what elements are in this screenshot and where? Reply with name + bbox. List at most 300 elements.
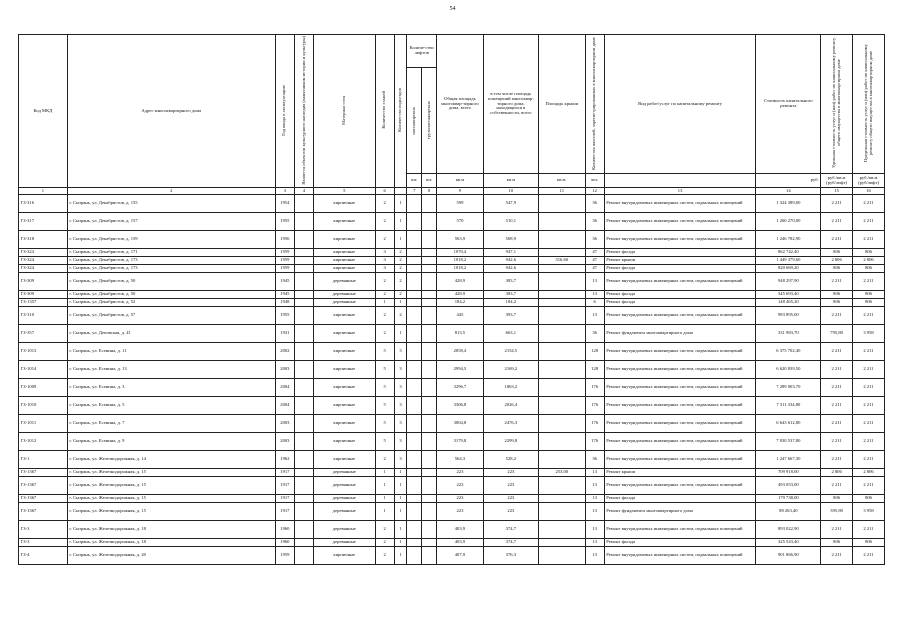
row-year: 2003	[275, 361, 294, 379]
row-work-type: Ремонт фундамента многоквартирного дома	[604, 325, 756, 343]
row-owned-area: 184,2	[483, 299, 538, 307]
row-address: г. Сызрань, ул. Деповская, д. 41	[67, 325, 275, 343]
row-code: ГЗ-3	[19, 521, 68, 539]
row-owned-area: 510,1	[483, 213, 538, 231]
row-code: ГЗ-3	[19, 539, 68, 547]
row-lifts-passenger	[407, 539, 422, 547]
row-roof-area	[538, 307, 585, 325]
row-entrances: 3	[394, 451, 407, 469]
row-max-cost: 2 211	[853, 415, 885, 433]
row-floors: 3	[375, 257, 394, 265]
row-floors: 5	[375, 343, 394, 361]
row-year: 1948	[275, 299, 294, 307]
header-walls: Материал стен	[314, 35, 376, 188]
column-number: 12	[585, 188, 604, 195]
row-address: г. Сызрань, ул. Есенина, д. 9	[67, 433, 275, 451]
row-work-type: Ремонт внутридомовых инженерных систем, подвальных помещений	[604, 307, 756, 325]
column-number: 1	[19, 188, 68, 195]
row-roof-area	[538, 547, 585, 565]
header-roof-area: Площадь крыши	[538, 35, 585, 174]
unit-max-cost: руб./кв.м (руб/лифт)	[853, 174, 885, 188]
row-entrances: 2	[394, 265, 407, 273]
row-floors: 2	[375, 273, 394, 291]
row-owned-area: 2154,5	[483, 343, 538, 361]
row-entrances: 1	[394, 231, 407, 249]
row-roof-area	[538, 213, 585, 231]
row-residents: 176	[585, 433, 604, 451]
row-code: ГЗ-1010	[19, 397, 68, 415]
row-entrances: 2	[394, 249, 407, 257]
row-address: г. Сызрань, ул. Декабристов, д. 155	[67, 195, 275, 213]
row-heritage	[294, 231, 313, 249]
row-lifts-cargo	[422, 257, 437, 265]
row-lifts-cargo	[422, 291, 437, 299]
header-code: Код МКД	[19, 35, 68, 188]
row-unit-cost: 795,80	[821, 325, 853, 343]
row-lifts-passenger	[407, 299, 422, 307]
row-year: 1959	[275, 547, 294, 565]
row-walls: кирпичные	[314, 325, 376, 343]
row-owned-area: 374,7	[483, 521, 538, 539]
row-total-area: 813,5	[437, 325, 484, 343]
row-walls: деревянные	[314, 495, 376, 503]
row-lifts-passenger	[407, 547, 422, 565]
row-year: 1945	[275, 273, 294, 291]
row-heritage	[294, 213, 313, 231]
row-residents: 13	[585, 539, 604, 547]
row-residents: 176	[585, 379, 604, 397]
row-walls: деревянные	[314, 299, 376, 307]
unit-work-type	[604, 174, 756, 188]
row-walls: кирпичные	[314, 397, 376, 415]
row-owned-area: 2299,8	[483, 433, 538, 451]
row-max-cost: 2 211	[853, 521, 885, 539]
table-row	[19, 415, 885, 433]
row-cost: 1 246 782,90	[756, 231, 821, 249]
row-cost: 893 022,90	[756, 521, 821, 539]
table-row	[19, 539, 885, 547]
row-entrances: 1	[394, 469, 407, 477]
row-roof-area	[538, 195, 585, 213]
row-entrances: 1	[394, 495, 407, 503]
row-cost: 1 260 270,00	[756, 213, 821, 231]
row-roof-area	[538, 539, 585, 547]
column-number: 16	[853, 188, 885, 195]
row-residents: 176	[585, 397, 604, 415]
row-max-cost: 2 806	[853, 469, 885, 477]
row-owned-area: 2169,2	[483, 361, 538, 379]
row-owned-area: 376,3	[483, 547, 538, 565]
row-year: 1962	[275, 451, 294, 469]
row-total-area: 570	[437, 213, 484, 231]
row-lifts-cargo	[422, 521, 437, 539]
row-total-area: 2858,4	[437, 343, 484, 361]
row-cost: 179 738,00	[756, 495, 821, 503]
header-entrances: Количество подъездов	[394, 35, 407, 188]
row-residents: 13	[585, 307, 604, 325]
row-lifts-cargo	[422, 273, 437, 291]
row-unit-cost: 395,80	[821, 503, 853, 521]
column-number: 8	[422, 188, 437, 195]
row-heritage	[294, 539, 313, 547]
unit-total-area: кв.м	[437, 174, 484, 188]
row-unit-cost: 2 211	[821, 521, 853, 539]
row-lifts-cargo	[422, 415, 437, 433]
row-year: 2004	[275, 397, 294, 415]
row-floors: 5	[375, 415, 394, 433]
row-unit-cost: 2 211	[821, 343, 853, 361]
row-owned-area: 383,7	[483, 273, 538, 291]
row-roof-area	[538, 495, 585, 503]
header-row	[19, 35, 885, 174]
row-walls: деревянные	[314, 273, 376, 291]
row-floors: 3	[375, 249, 394, 257]
row-walls: кирпичные	[314, 451, 376, 469]
row-entrances: 1	[394, 547, 407, 565]
row-max-cost: 2 211	[853, 195, 885, 213]
row-address: г. Сызрань, ул. Железнодорожная, д. 15	[67, 495, 275, 503]
row-total-area: 223	[437, 503, 484, 521]
row-lifts-cargo	[422, 343, 437, 361]
row-roof-area: 516,60	[538, 257, 585, 265]
row-year: 2003	[275, 433, 294, 451]
row-lifts-passenger	[407, 213, 422, 231]
row-year: 1959	[275, 257, 294, 265]
row-walls: кирпичные	[314, 231, 376, 249]
row-residents: 13	[585, 291, 604, 299]
row-total-area: 223	[437, 495, 484, 503]
row-lifts-cargo	[422, 495, 437, 503]
row-address: г. Сызрань, ул. Декабристов, д. 57	[67, 307, 275, 325]
row-total-area: 407,9	[437, 547, 484, 565]
capital-repair-table	[18, 34, 885, 565]
row-owned-area: 374,7	[483, 539, 538, 547]
row-residents: 13	[585, 547, 604, 565]
row-year: 1945	[275, 291, 294, 299]
table-row	[19, 299, 885, 307]
row-lifts-passenger	[407, 249, 422, 257]
unit-residents: чел.	[585, 174, 604, 188]
row-code: ГЗ-309	[19, 273, 68, 291]
row-walls: кирпичные	[314, 213, 376, 231]
table-row	[19, 433, 885, 451]
row-entrances: 2	[394, 307, 407, 325]
row-owned-area: 393,7	[483, 307, 538, 325]
row-code: ГЗ-1367	[19, 469, 68, 477]
row-address: г. Сызрань, ул. Декабристов, д. 171	[67, 249, 275, 257]
row-code: ГЗ-357	[19, 325, 68, 343]
row-owned-area: 547,9	[483, 195, 538, 213]
table-row	[19, 195, 885, 213]
row-unit-cost: 2 211	[821, 195, 853, 213]
row-owned-area: 942,6	[483, 265, 538, 273]
row-code: ГЗ-324	[19, 257, 68, 265]
row-work-type: Ремонт внутридомовых инженерных систем, подвальных помещений	[604, 521, 756, 539]
row-heritage	[294, 397, 313, 415]
row-heritage	[294, 265, 313, 273]
row-max-cost: 2 211	[853, 213, 885, 231]
row-unit-cost: 2 211	[821, 379, 853, 397]
header-max-cost: Предельная стоимость услуг и (или) работ по капитальному ремонту общего имущества в многоквартирном доме	[853, 35, 885, 174]
row-entrances: 1	[394, 503, 407, 521]
row-total-area: 563,9	[437, 231, 484, 249]
row-cost: 6 643 612,80	[756, 415, 821, 433]
row-roof-area	[538, 291, 585, 299]
row-walls: кирпичные	[314, 265, 376, 273]
row-max-cost: 806	[853, 249, 885, 257]
row-work-type: Ремонт внутридомовых инженерных систем, подвальных помещений	[604, 451, 756, 469]
table-row	[19, 477, 885, 495]
row-residents: 36	[585, 231, 604, 249]
row-address: г. Сызрань, ул. Декабристов, д. 52	[67, 299, 275, 307]
row-cost: 7 289 003,70	[756, 379, 821, 397]
row-address: г. Сызрань, ул. Железнодорожная, д. 18	[67, 539, 275, 547]
row-work-type: Ремонт внутридомовых инженерных систем, подвальных помещений	[604, 361, 756, 379]
table-row	[19, 495, 885, 503]
row-entrances: 1	[394, 299, 407, 307]
row-cost: 493 053,00	[756, 477, 821, 495]
table-row	[19, 379, 885, 397]
row-lifts-cargo	[422, 213, 437, 231]
row-heritage	[294, 195, 313, 213]
row-total-area: 599	[437, 195, 484, 213]
row-roof-area	[538, 415, 585, 433]
row-roof-area	[538, 397, 585, 415]
row-lifts-passenger	[407, 257, 422, 265]
row-max-cost: 2 211	[853, 433, 885, 451]
row-roof-area	[538, 521, 585, 539]
row-walls: деревянные	[314, 503, 376, 521]
row-max-cost: 806	[853, 291, 885, 299]
row-entrances: 3	[394, 397, 407, 415]
row-lifts-passenger	[407, 195, 422, 213]
row-address: г. Сызрань, ул. Декабристов, д. 50	[67, 291, 275, 299]
table-row	[19, 469, 885, 477]
row-max-cost: 2 806	[853, 257, 885, 265]
row-lifts-passenger	[407, 307, 422, 325]
header-cost: Стоимость капитального ремонта	[756, 35, 821, 174]
row-address: г. Сызрань, ул. Декабристов, д. 50	[67, 273, 275, 291]
row-code: ГЗ-1	[19, 451, 68, 469]
row-max-cost: 3 958	[853, 503, 885, 521]
row-walls: кирпичные	[314, 307, 376, 325]
row-total-area: 403,9	[437, 521, 484, 539]
row-work-type: Ремонт внутридомовых инженерных систем, подвальных помещений	[604, 213, 756, 231]
header-total-area: Общая площадь многоквар-тирного дома, всего	[437, 35, 484, 174]
row-max-cost: 2 211	[853, 307, 885, 325]
row-cost: 820 669,20	[756, 265, 821, 273]
unit-lifts-cargo: шт.	[422, 174, 437, 188]
row-residents: 47	[585, 265, 604, 273]
row-year: 1959	[275, 265, 294, 273]
table-row	[19, 397, 885, 415]
table-row	[19, 451, 885, 469]
row-max-cost: 2 211	[853, 547, 885, 565]
row-total-area: 1018,2	[437, 265, 484, 273]
header-lifts: Количе-ство лифтов	[407, 35, 436, 68]
row-floors: 1	[375, 495, 394, 503]
row-work-type: Ремонт внутридомовых инженерных систем, подвальных помещений	[604, 343, 756, 361]
row-address: г. Сызрань, ул. Железнодорожная, д. 15	[67, 477, 275, 495]
row-residents: 13	[585, 273, 604, 291]
row-owned-area: 508,9	[483, 231, 538, 249]
row-lifts-cargo	[422, 307, 437, 325]
row-roof-area	[538, 477, 585, 495]
row-max-cost: 806	[853, 265, 885, 273]
table-row	[19, 291, 885, 299]
row-code: ГЗ-318	[19, 231, 68, 249]
row-lifts-cargo	[422, 231, 437, 249]
column-number: 13	[604, 188, 756, 195]
row-lifts-passenger	[407, 379, 422, 397]
row-address: г. Сызрань, ул. Есенина, д. 11	[67, 343, 275, 361]
row-floors: 1	[375, 299, 394, 307]
table-row	[19, 213, 885, 231]
row-total-area: 564,3	[437, 451, 484, 469]
row-walls: кирпичные	[314, 257, 376, 265]
row-floors: 5	[375, 397, 394, 415]
row-year: 1931	[275, 325, 294, 343]
row-max-cost: 2 211	[853, 273, 885, 291]
row-code: ГЗ-324	[19, 265, 68, 273]
row-address: г. Сызрань, ул. Железнодорожная, д. 15	[67, 503, 275, 521]
row-roof-area	[538, 433, 585, 451]
column-number: 5	[314, 188, 376, 195]
table-row	[19, 265, 885, 273]
row-work-type: Ремонт крыши	[604, 257, 756, 265]
row-walls: деревянные	[314, 469, 376, 477]
unit-unit-cost: руб./кв.м (руб/лифт)	[821, 174, 853, 188]
row-cost: 709 918,00	[756, 469, 821, 477]
row-max-cost: 2 211	[853, 379, 885, 397]
row-cost: 345 693,40	[756, 291, 821, 299]
row-cost: 88 263,40	[756, 503, 821, 521]
table-row	[19, 273, 885, 291]
row-work-type: Ремонт фасада	[604, 249, 756, 257]
row-code: ГЗ-1012	[19, 433, 68, 451]
row-year: 1917	[275, 495, 294, 503]
row-heritage	[294, 257, 313, 265]
column-number: 7	[407, 188, 422, 195]
row-cost: 1 247 667,30	[756, 451, 821, 469]
row-address: г. Сызрань, ул. Железнодорожная, д. 14	[67, 451, 275, 469]
row-unit-cost: 2 211	[821, 433, 853, 451]
column-number: 9	[437, 188, 484, 195]
row-residents: 128	[585, 343, 604, 361]
row-lifts-passenger	[407, 325, 422, 343]
row-residents: 47	[585, 257, 604, 265]
row-walls: деревянные	[314, 291, 376, 299]
row-heritage	[294, 273, 313, 291]
row-heritage	[294, 249, 313, 257]
row-work-type: Ремонт фасада	[604, 539, 756, 547]
row-walls: деревянные	[314, 521, 376, 539]
row-max-cost: 3 958	[853, 325, 885, 343]
row-owned-area: 2026,4	[483, 397, 538, 415]
row-code: ГЗ-1367	[19, 495, 68, 503]
row-residents: 36	[585, 451, 604, 469]
row-heritage	[294, 361, 313, 379]
row-lifts-cargo	[422, 325, 437, 343]
row-unit-cost: 2 211	[821, 361, 853, 379]
row-code: ГЗ-310	[19, 307, 68, 325]
row-roof-area	[538, 451, 585, 469]
row-floors: 3	[375, 265, 394, 273]
row-walls: кирпичные	[314, 379, 376, 397]
row-lifts-passenger	[407, 495, 422, 503]
row-roof-area	[538, 273, 585, 291]
column-number: 3	[275, 188, 294, 195]
row-code: ГЗ-1367	[19, 503, 68, 521]
column-number: 11	[538, 188, 585, 195]
row-floors: 2	[375, 521, 394, 539]
row-residents: 36	[585, 325, 604, 343]
row-cost: 901 866,90	[756, 547, 821, 565]
row-entrances: 1	[394, 195, 407, 213]
row-unit-cost: 2 211	[821, 213, 853, 231]
row-lifts-passenger	[407, 469, 422, 477]
column-number: 14	[756, 188, 821, 195]
row-residents: 13	[585, 503, 604, 521]
row-lifts-cargo	[422, 503, 437, 521]
row-lifts-passenger	[407, 273, 422, 291]
row-heritage	[294, 307, 313, 325]
row-unit-cost: 2 211	[821, 547, 853, 565]
row-max-cost: 2 211	[853, 343, 885, 361]
row-lifts-cargo	[422, 265, 437, 273]
row-entrances: 2	[394, 291, 407, 299]
row-work-type: Ремонт фасада	[604, 291, 756, 299]
row-heritage	[294, 503, 313, 521]
row-floors: 1	[375, 477, 394, 495]
row-cost: 1 324 389,00	[756, 195, 821, 213]
table-row	[19, 231, 885, 249]
row-code: ГЗ-316	[19, 195, 68, 213]
unit-lifts-passenger: шт.	[407, 174, 422, 188]
row-cost: 325 543,40	[756, 539, 821, 547]
row-heritage	[294, 469, 313, 477]
row-residents: 13	[585, 477, 604, 495]
header-heritage: Является объектом культурного наследия (памятником истории и культуры)	[294, 35, 313, 188]
row-heritage	[294, 379, 313, 397]
row-entrances: 3	[394, 433, 407, 451]
row-work-type: Ремонт внутридомовых инженерных систем, подвальных помещений	[604, 231, 756, 249]
row-max-cost: 2 211	[853, 451, 885, 469]
row-lifts-cargo	[422, 249, 437, 257]
row-residents: 6	[585, 299, 604, 307]
row-address: г. Сызрань, ул. Декабристов, д. 159	[67, 231, 275, 249]
row-lifts-passenger	[407, 433, 422, 451]
row-residents: 13	[585, 495, 604, 503]
table-row	[19, 503, 885, 521]
table-row	[19, 361, 885, 379]
row-address: г. Сызрань, ул. Железнодорожная, д. 20	[67, 547, 275, 565]
row-work-type: Ремонт внутридомовых инженерных систем, подвальных помещений	[604, 397, 756, 415]
row-address: г. Сызрань, ул. Есенина, д. 7	[67, 415, 275, 433]
row-year: 2002	[275, 343, 294, 361]
row-lifts-cargo	[422, 397, 437, 415]
row-heritage	[294, 415, 313, 433]
row-unit-cost: 806	[821, 291, 853, 299]
row-residents: 13	[585, 521, 604, 539]
row-code: ГЗ-1367	[19, 477, 68, 495]
row-floors: 5	[375, 361, 394, 379]
table-row	[19, 249, 885, 257]
row-max-cost: 806	[853, 299, 885, 307]
row-address: г. Сызрань, ул. Есенина, д. 13	[67, 361, 275, 379]
row-owned-area: 947,1	[483, 249, 538, 257]
row-entrances: 1	[394, 325, 407, 343]
